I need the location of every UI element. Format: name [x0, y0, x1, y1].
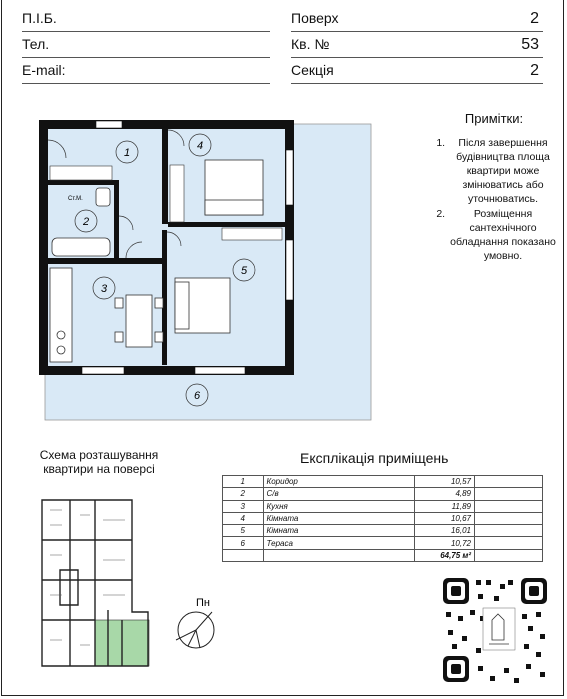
room-area: 10,72 — [414, 537, 474, 549]
room-name: Коридор — [263, 476, 414, 488]
name-label: П.І.Б. — [22, 10, 57, 26]
room-area: 4,89 — [414, 488, 474, 500]
room-name: С/в — [263, 488, 414, 500]
apartment-value: 53 — [521, 36, 539, 53]
floor-label: Поверх — [291, 10, 339, 26]
room-area: 10,57 — [414, 476, 474, 488]
email-label: E-mail: — [22, 62, 66, 78]
table-row — [223, 525, 543, 537]
notes-title: Примітки: — [464, 111, 524, 126]
explication-title: Експлікація приміщень — [300, 450, 449, 466]
table-row — [223, 537, 543, 549]
notes-block — [430, 112, 558, 264]
row-number: 6 — [223, 537, 264, 549]
notes-list — [430, 136, 558, 263]
room-name: Кімната — [263, 525, 414, 537]
room-number-5: 5 — [240, 265, 248, 277]
compass-icon — [176, 597, 214, 648]
explication-table — [222, 475, 543, 562]
row-number: 4 — [223, 512, 264, 524]
floor-scheme — [42, 500, 149, 666]
row-number: 1 — [223, 476, 264, 488]
wc-label: Ст.М. — [68, 196, 83, 202]
room-number-3: 3 — [100, 283, 108, 295]
room-number-2: 2 — [82, 216, 90, 228]
room-number-4: 4 — [196, 140, 204, 152]
room-number-6: 6 — [193, 390, 201, 402]
floor-value: 2 — [530, 10, 539, 27]
phone-label: Тел. — [22, 36, 50, 52]
room-name: Кімната — [263, 512, 414, 524]
room-number-1: 1 — [123, 147, 131, 159]
room-area: 10,67 — [414, 512, 474, 524]
table-row — [223, 512, 543, 524]
scheme-title: Схема розташування квартири на поверсі — [39, 448, 159, 476]
apartment-label: Кв. № — [291, 36, 330, 52]
table-row — [223, 488, 543, 500]
table-row — [223, 476, 543, 488]
table-row — [223, 500, 543, 512]
row-number: 5 — [223, 525, 264, 537]
room-area: 11,89 — [414, 500, 474, 512]
north-label: Пн — [196, 597, 210, 609]
room-name: Тераса — [263, 537, 414, 549]
row-number: 3 — [223, 500, 264, 512]
room-area: 16,01 — [414, 525, 474, 537]
qr-code-icon[interactable] — [441, 576, 549, 684]
row-number: 2 — [223, 488, 264, 500]
section-label: Секція — [291, 62, 334, 78]
total-row — [223, 549, 543, 561]
total-area: 64,75 м² — [414, 549, 474, 561]
room-name: Кухня — [263, 500, 414, 512]
section-value: 2 — [530, 62, 539, 79]
note-item: 1. Після завершення будівництва площа квартири може змінюватись або уточнюватись. — [448, 136, 558, 206]
note-item: 2. Розміщення сантехнічного обладнання показано умовно. — [448, 207, 558, 263]
